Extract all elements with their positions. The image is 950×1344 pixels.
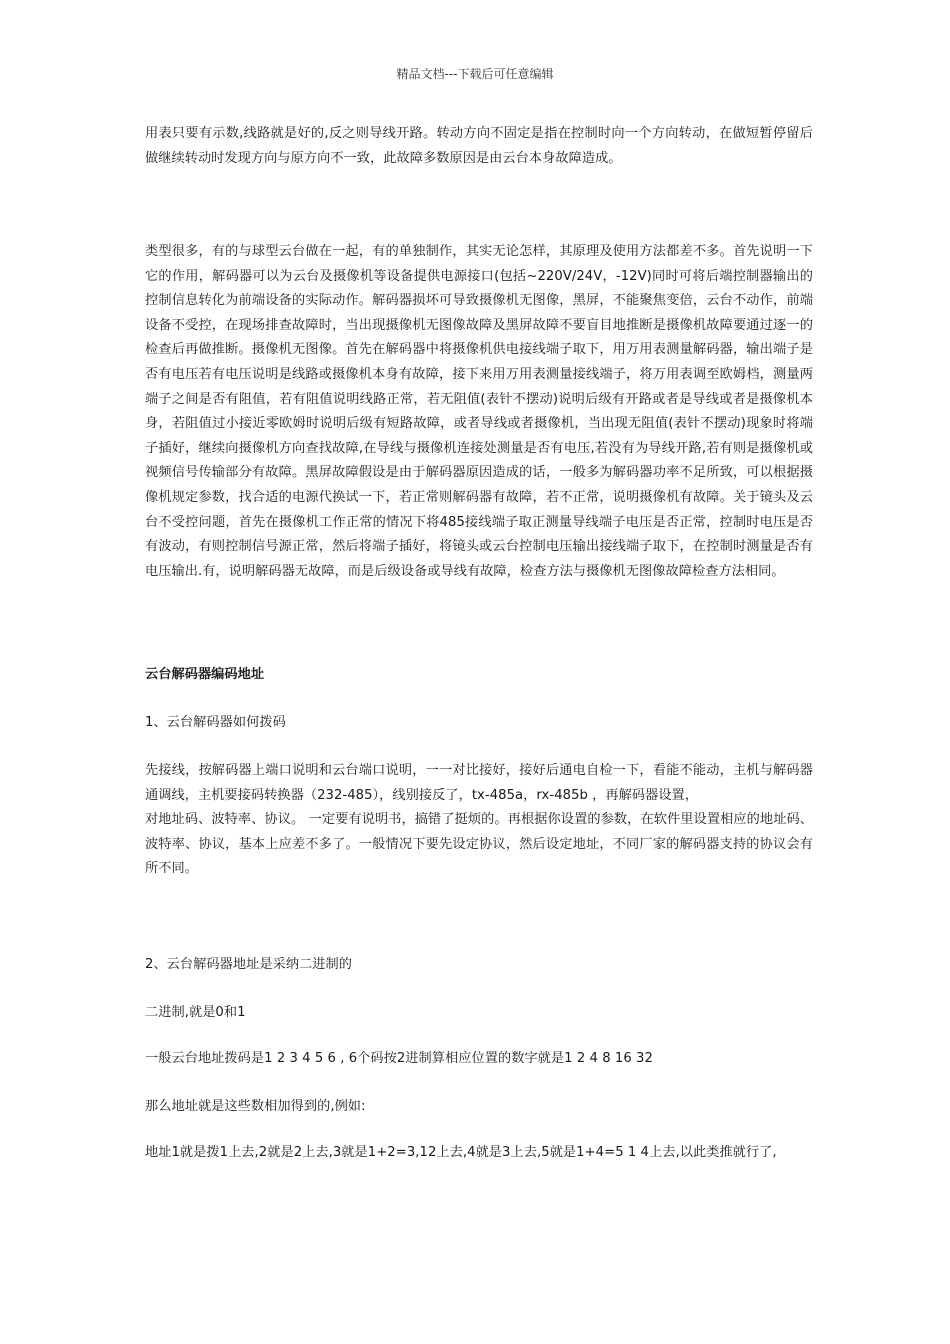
paragraph-text: 用表只要有示数,线路就是好的,反之则导线开路。转动方向不固定是指在控制时向一个方向转动，在做短暂停留后做继续转动时发现方向与原方向不一致，此故障多数原因是由云台本身故障造成。 xyxy=(145,126,813,166)
paragraph-direction-fault xyxy=(145,122,813,171)
paragraph-text: 类型很多，有的与球型云台做在一起，有的单独制作，其实无论怎样，其原理及使用方法都差不多。首先说明一下它的作用，解码器可以为云台及摄像机等设备提供电源接口(包括~220V/24V，-12V)同时可将后端控制器输出的控制信息转化为前端设备的实际动作。解码器损坏可导致摄像机无图像，黑屏，不能聚焦变倍，云台不动作，前端设备不受控，在现场排查故障时，当出现摄像机无图像故障及黑屏故障不要盲目地推断是摄像机故障要通过逐一的检查后再做推断。摄像机无图像。首先在解码器中将摄像机供电接线端子取下，用万用表测量解码器，输出端子是否有电压若有电压说明是线路或摄像机本身有故障，接下来用万用表测量接线端子，将万用表调至欧姆档，测量两端子之间是否有阻值，若有阻值说明线路正常，若无阻值(表针不摆动)说明后级有开路或者是导线或者是摄像机本身，若阻值过小接近零欧姆时说明后级有短路故障，或者导线或者摄像机，当出现无阻值(表针不摆动)现象时将端子插好，继续向摄像机方向查找故障,在导线与摄像机连接处测量是否有电压,若没有为导线开路,若有则是摄像机或视频信号传输部分有故障。黑屏故障假设是由于解码器原因造成的话，一般多为解码器功率不足所致，可以根据摄像机规定参数，找合适的电源代换试一下，若正常则解码器有故障，若不正常，说明摄像机有故障。关于镜头及云台不受控问题，首先在摄像机工作正常的情况下将485接线端子取正测量导线端子电压是否正常，控制时电压是否有波动，有则控制信号源正常，然后将端子插好，将镜头或云台控制电压输出接线端子取下，在控制时测量是否有电压输出.有，说明解码器无故障，而是后级设备或导线有故障，检查方法与摄像机无图像故障检查方法相同。 xyxy=(145,244,813,579)
section-heading: 云台解码器编码地址 xyxy=(145,667,265,682)
paragraph-text: 对地址码、波特率、协议。 一定要有说明书，搞错了挺烦的。再根据你设置的参数，在软件里设置相应的地址码、波特率、协议，基本上应差不多了。一般情况下要先设定协议，然后设定地址，不同厂家的解码器支持的协议会有所不同。 xyxy=(145,812,813,877)
paragraph-binary-definition: 二进制,就是0和1 xyxy=(145,1005,246,1020)
paragraph-text: 先接线，按解码器上端口说明和云台端口说明，一一对比接好，接好后通电自检一下，看能不能动，主机与解码器通调线，主机要接码转换器（232-485），线别接反了，tx-485a，rx-485b ，再解码器设置， xyxy=(145,763,813,803)
paragraph-address-sum: 那么地址就是这些数相加得到的,例如: xyxy=(145,1099,366,1114)
subheading-dip-switch: 1、云台解码器如何拨码 xyxy=(145,715,286,730)
paragraph-address-examples xyxy=(145,1141,813,1166)
paragraph-dip-values: 一般云台地址拨码是1 2 3 4 5 6 , 6个码按2进制算相应位置的数字就是1 2 4 8 16 32 xyxy=(145,1051,653,1066)
document-header-watermark: 精品文档---下载后可任意编辑 xyxy=(396,67,554,81)
paragraph-decoder-overview xyxy=(145,240,813,584)
paragraph-wiring-steps xyxy=(145,759,813,882)
paragraph-text: 地址1就是拨1上去,2就是2上去,3就是1+2=3,12上去,4就是3上去,5就是1+4=5 1 4上去,以此类推就行了, xyxy=(145,1145,777,1160)
subheading-binary-address: 2、云台解码器地址是采纳二进制的 xyxy=(145,957,353,972)
